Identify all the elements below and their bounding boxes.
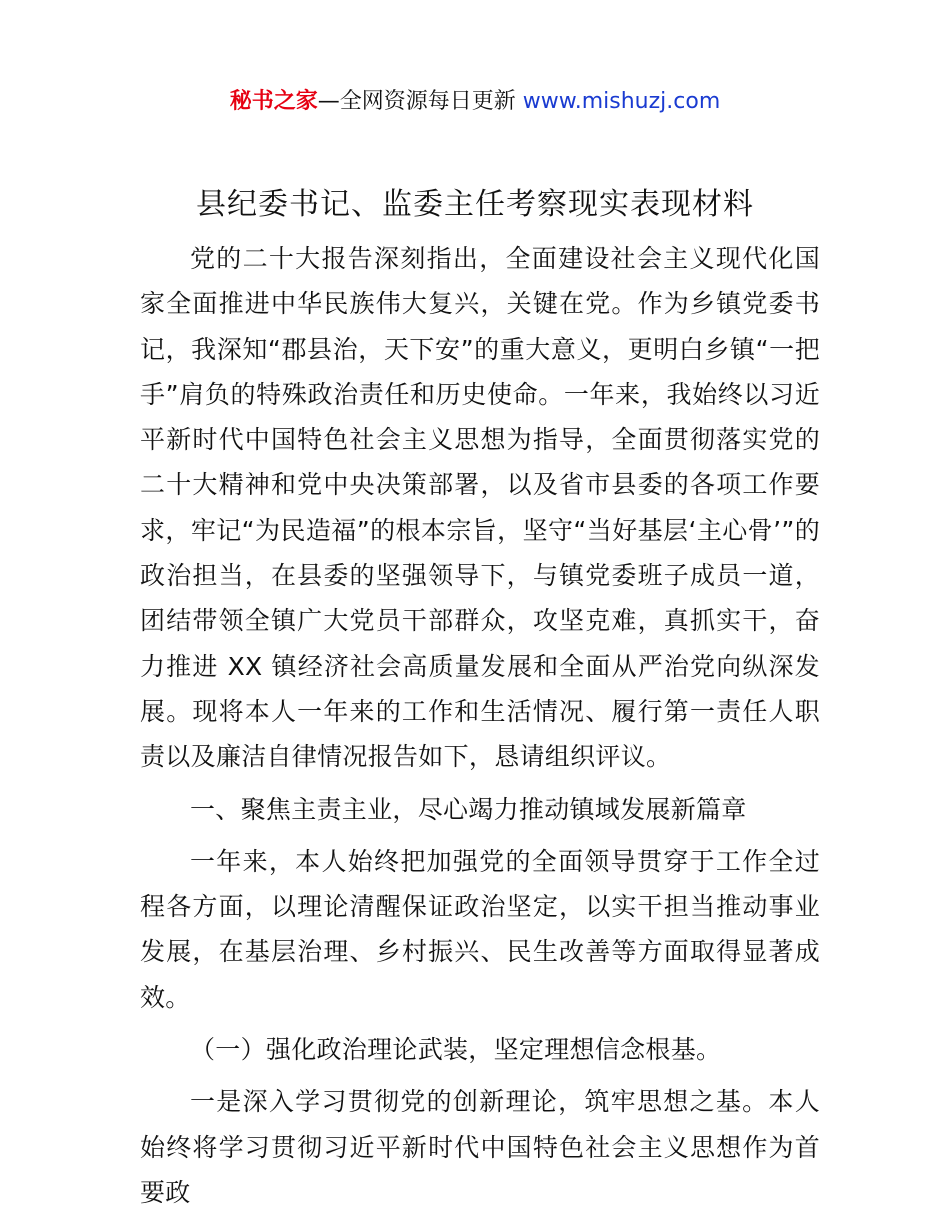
section-heading: 一、聚焦主责主业，尽心竭力推动镇域发展新篇章: [190, 794, 747, 824]
document-body: [140, 236, 820, 1215]
site-header: [0, 86, 950, 118]
section-summary-paragraph: 一年来，本人始终把加强党的全面领导贯穿于工作全过程各方面，以理论清醒保证政治坚定，以实干担当推动事业发展，在基层治理、乡村振兴、民生改善等方面取得显著成效。: [140, 846, 820, 1012]
subsection-heading: （一）强化政治理论武装，坚定理想信念根基。: [190, 1035, 722, 1065]
site-url-link[interactable]: www.mishuzj.com: [522, 89, 721, 114]
brand-name: 秘书之家: [229, 89, 318, 114]
header-tagline: —全网资源每日更新: [317, 89, 516, 114]
document-title: 县纪委书记、监委主任考察现实表现材料: [196, 187, 754, 222]
intro-paragraph: 党的二十大报告深刻指出，全面建设社会主义现代化国家全面推进中华民族伟大复兴，关键在党。作为乡镇党委书记，我深知“郡县治，天下安”的重大意义，更明白乡镇“一把手”肩负的特殊政治责任和历史使命。一年来，我始终以习近平新时代中国特色社会主义思想为指导，全面贯彻落实党的二十大精神和党中央决策部署，以及省市县委的各项工作要求，牢记“为民造福”的根本宗旨，坚守“当好基层‘主心骨’”的政治担当，在县委的坚强领导下，与镇党委班子成员一道，团结带领全镇广大党员干部群众，攻坚克难，真抓实干，奋力推进 XX 镇经济社会高质量发展和全面从严治党向纵深发展。现将本人一年来的工作和生活情况、履行第一责任人职责以及廉洁自律情况报告如下，恳请组织评议。: [140, 244, 820, 772]
body-paragraph: 一是深入学习贯彻党的创新理论，筑牢思想之基。本人始终将学习贯彻习近平新时代中国特色社会主义思想作为首要政: [140, 1087, 820, 1207]
